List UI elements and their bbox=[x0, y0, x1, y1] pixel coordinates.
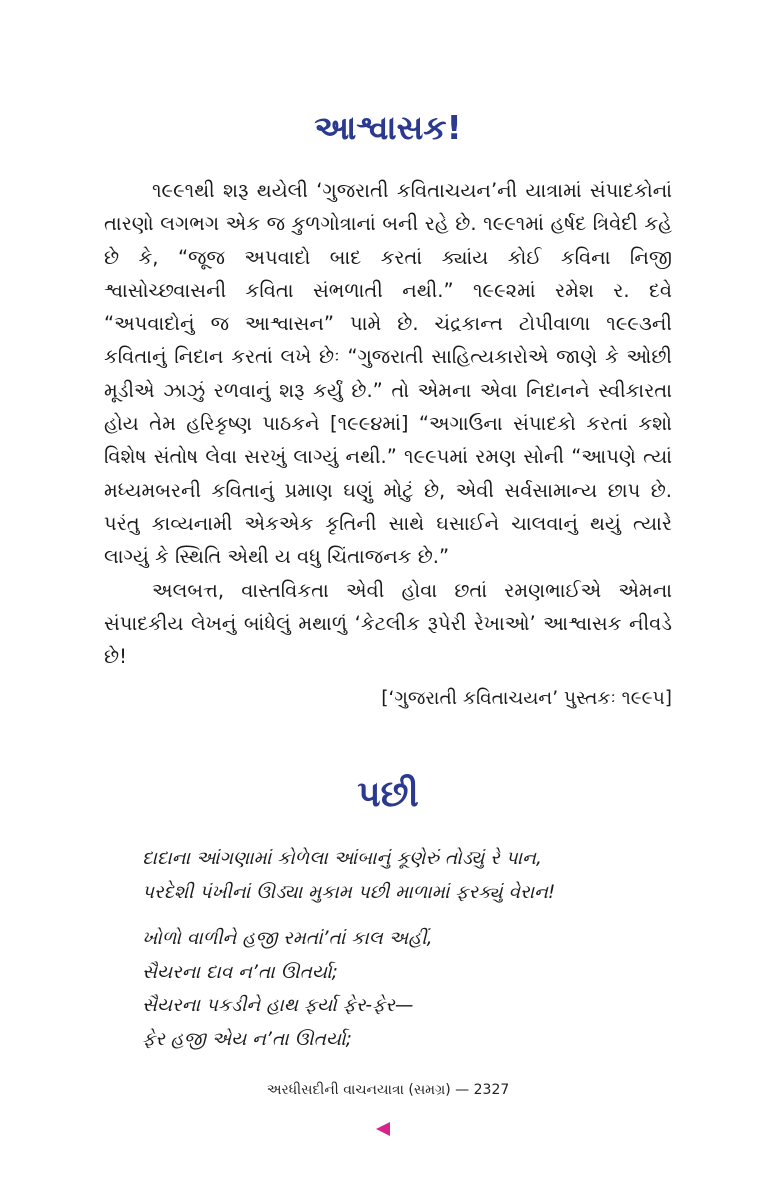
essay-paragraph-2: અલબત્ત, વાસ્તવિકતા એવી હોવા છતાં રમણભાઈએ એમના સંપાદકીય લેખનું બાંધેલું મથાળું ‘કેટલીક રૂપેરી રેખાઓ’ આશ્વાસક નીવડે છે! bbox=[104, 578, 672, 669]
poem-stanza-1 bbox=[142, 842, 702, 909]
essay-title: આશ્વાસક! bbox=[314, 108, 462, 147]
previous-page-arrow-icon[interactable] bbox=[376, 1122, 390, 1136]
essay-body bbox=[104, 174, 672, 673]
essay-source-citation: [‘ગુજરાતી કવિતાચયન’ પુસ્તકઃ ૧૯૯૫] bbox=[381, 688, 672, 709]
poem-line: સૈયરના દાવ ન’તા ઊતર્યા; bbox=[142, 961, 338, 983]
poem-line: ફેર હજી એય ન’તા ઊતર્યા; bbox=[142, 1028, 352, 1050]
poem-title: પછી bbox=[357, 774, 419, 815]
page-footer: અરધીસદીની વાચનયાત્રા (સમગ્ર) — 2327 bbox=[266, 1082, 510, 1098]
poem-line: દાદાના આંગણામાં કોળેલા આંબાનું કૂણેરું તોડ્યું રે પાન, bbox=[142, 848, 542, 869]
essay-paragraph-1: ૧૯૯૧થી શરૂ થયેલી ‘ગુજરાતી કવિતાચયન’ની યાત્રામાં સંપાદકોનાં તારણો લગભગ એક જ કુળગોત્રાનાં બની રહે છે. ૧૯૯૧માં હર્ષદ ત્રિવેદી કહે છે કે, “જૂજ અપવાદો બાદ કરતાં ક્યાંય કોઈ કવિના નિજી શ્વાસોચ્છ્વાસની કવિતા સંભળાતી નથી.” ૧૯૯૨માં રમેશ ર. દવે “અપવાદોનું જ આશ્વાસન” પામે છે. ચંદ્રકાન્ત ટોપીવાળા ૧૯૯૩ની કવિતાનું નિદાન કરતાં લખે છેઃ “ગુજરાતી સાહિત્યકારોએ જાણે કે ઓછી મૂડીએ ઝાઝું રળવાનું શરૂ કર્યું છે.” તો એમના એવા નિદાનને સ્વીકારતા હોય તેમ હરિકૃષ્ણ પાઠકને [૧૯૯૪માં] “અગાઉના સંપાદકો કરતાં કશો વિશેષ સંતોષ લેવા સરખું લાગ્યું નથી.” ૧૯૯૫માં રમણ સોની “આપણે ત્યાં મધ્યમબરની કવિતાનું પ્રમાણ ઘણું મોટું છે, એવી સર્વસામાન્ય છાપ છે. પરંતુ કાવ્યનામી એકએક કૃતિની સાથે ઘસાઈને ચાલવાનું થયું ત્યારે લાગ્યું કે સ્થિતિ એથી ય વધુ ચિંતાજનક છે.” bbox=[104, 179, 672, 569]
poem-line: ખોળો વાળીને હજી રમતાં’તાં કાલ અહીં, bbox=[142, 928, 433, 949]
poem-line: સૈયરના પકડીને હાથ ફર્યા ફેર-ફેર— bbox=[142, 995, 414, 1016]
poem-line: પરદેશી પંખીનાં ઊડ્યા મુકામ પછી માળામાં ફરક્યું વેરાન! bbox=[142, 881, 556, 903]
poem-stanza-2 bbox=[142, 922, 702, 1056]
